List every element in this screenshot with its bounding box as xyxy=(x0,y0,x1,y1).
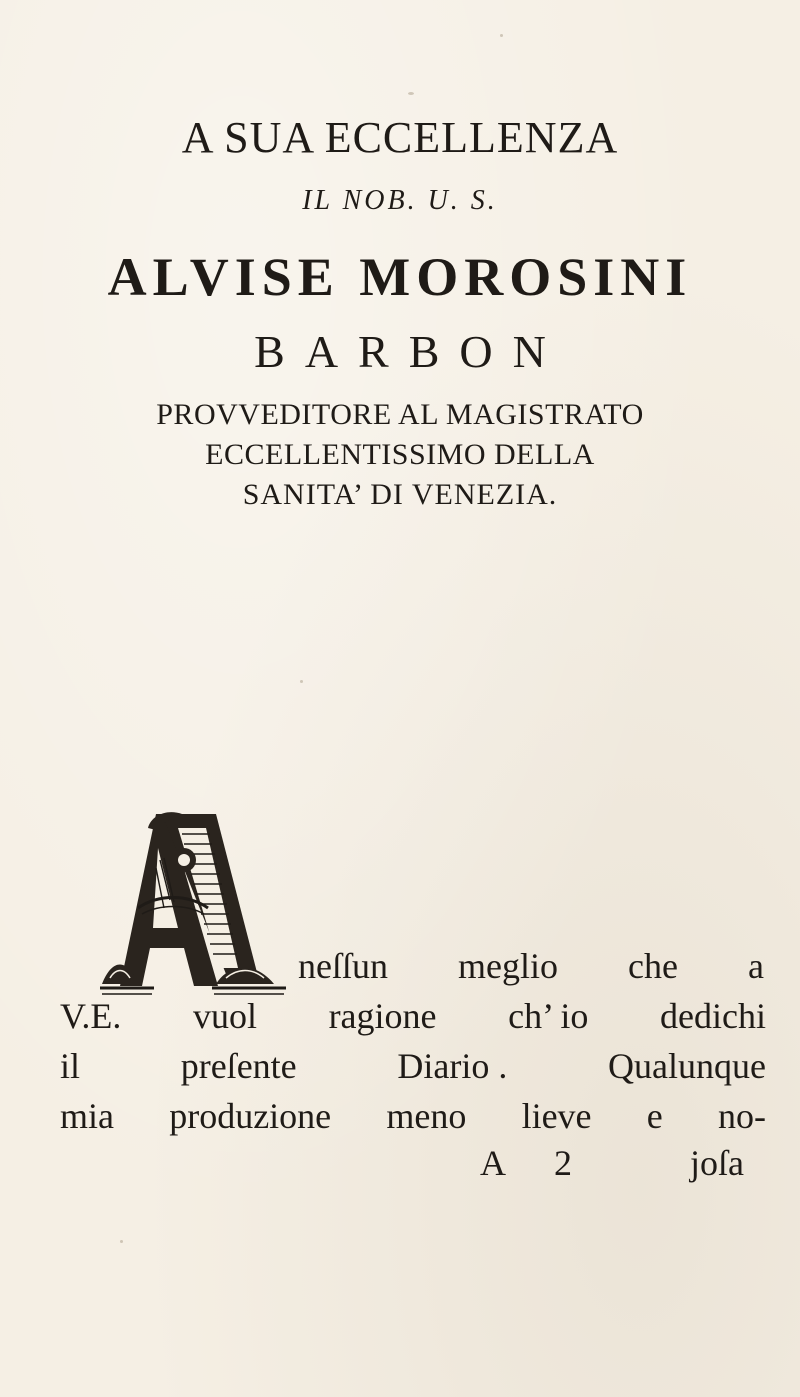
body-word: e xyxy=(646,1096,663,1136)
paper-speck xyxy=(500,34,503,37)
body-word: che xyxy=(628,946,678,986)
body-word: neſſun xyxy=(298,946,388,986)
body-line-2 xyxy=(60,995,766,1037)
body-word: ragione xyxy=(328,996,437,1036)
body-word: lieve xyxy=(521,1096,592,1136)
paper-speck xyxy=(300,680,303,683)
dedication-title-2: ECCELLENTISSIMO DELLA xyxy=(205,438,595,471)
body-word: ch’ io xyxy=(508,996,589,1036)
body-word: produzione xyxy=(169,1096,332,1136)
body-line-4 xyxy=(60,1095,766,1137)
body-word: preſente xyxy=(180,1046,297,1086)
paper-speck xyxy=(408,92,414,95)
body-word: meno xyxy=(386,1096,467,1136)
body-word: meglio xyxy=(458,946,558,986)
dedication-title-1: PROVVEDITORE AL MAGISTRATO xyxy=(156,398,644,431)
dedication-line-1: A SUA ECCELLENZA xyxy=(181,113,619,162)
body-word: Diario . xyxy=(397,1046,508,1086)
body-word: a xyxy=(747,946,764,986)
dedication-name: ALVISE MOROSINI xyxy=(107,247,693,307)
body-line-1 xyxy=(298,945,764,987)
signature-mark: A xyxy=(480,1143,506,1183)
ornamental-initial-a xyxy=(98,808,288,1000)
signature-number: 2 xyxy=(554,1143,572,1183)
body-word: Qualunque xyxy=(608,1046,766,1086)
dedication-line-2: IL NOB. U. S. xyxy=(302,185,498,216)
dedication-surname: BARBON xyxy=(254,326,566,377)
paper-speck xyxy=(120,1240,123,1243)
body-word: V.E. xyxy=(60,996,122,1036)
body-word: no- xyxy=(717,1096,766,1136)
body-line-3 xyxy=(60,1045,766,1087)
body-word: vuol xyxy=(192,996,257,1036)
body-word: dedichi xyxy=(660,996,766,1036)
body-word: il xyxy=(60,1046,81,1086)
dedication-title-3: SANITA’ DI VENEZIA. xyxy=(242,478,558,511)
body-word: mia xyxy=(60,1096,114,1136)
catchword: joſa xyxy=(690,1143,744,1183)
